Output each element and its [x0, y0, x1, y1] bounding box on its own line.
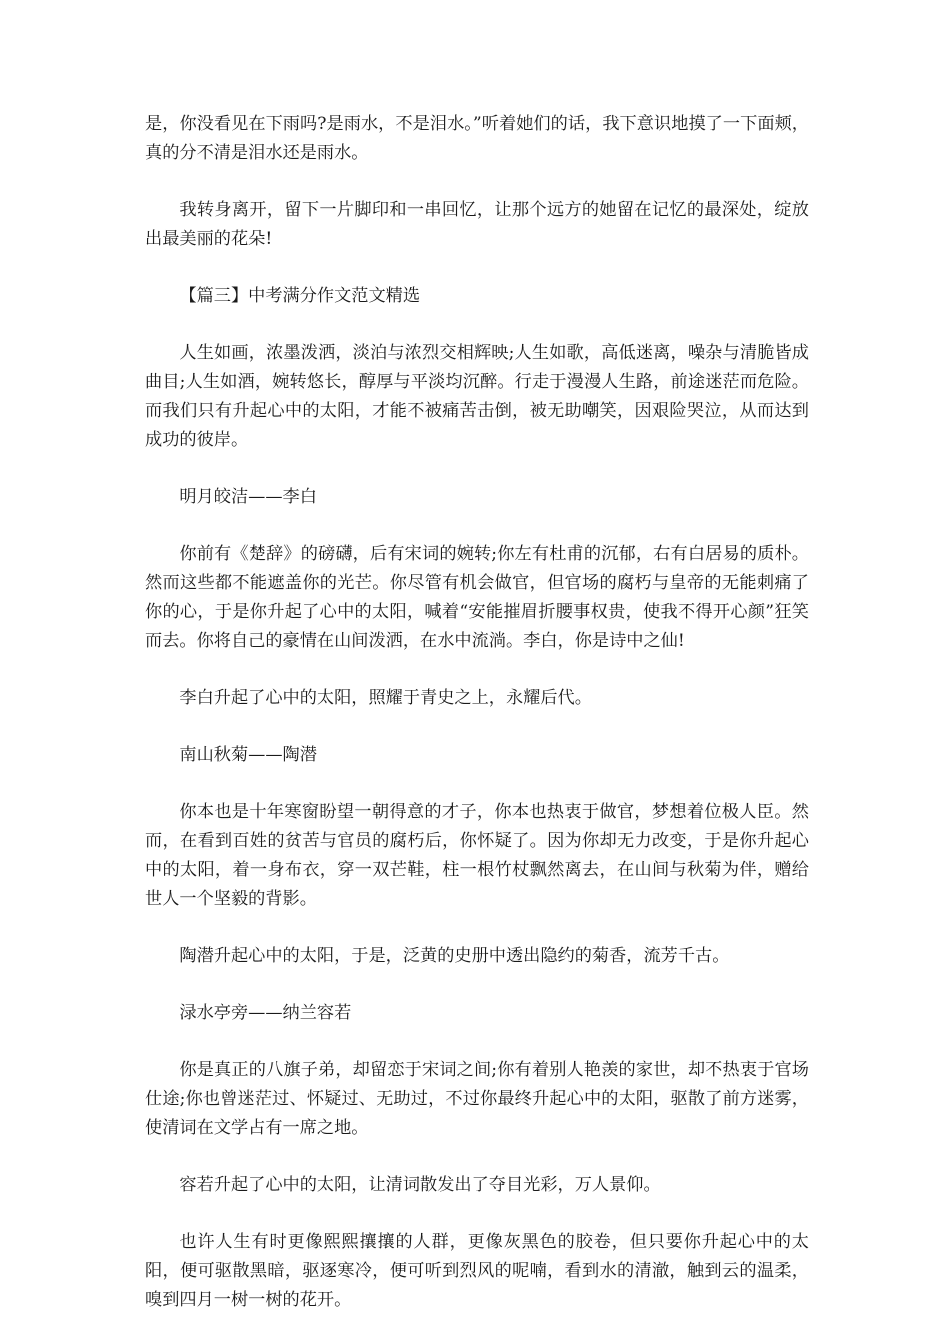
- subheading-nalan-rongruo: 渌水亭旁——纳兰容若: [179, 1003, 352, 1023]
- paragraph: 我转身离开，留下一片脚印和一串回忆，让那个远方的她留在记忆的最深处，绽放出最美丽的花朵!: [145, 200, 809, 249]
- paragraph: 你是真正的八旗子弟，却留恋于宋词之间;你有着别人艳羡的家世，却不热衷于官场仕途;你也曾迷茫过、怀疑过、无助过，不过你最终升起心中的太阳，驱散了前方迷雾，使清词在文学占有一席之地。: [145, 1060, 809, 1138]
- paragraph-continuation: 是，你没看见在下雨吗?是雨水，不是泪水。”听着她们的话，我下意识地摸了一下面颊，真的分不清是泪水还是雨水。: [145, 114, 809, 163]
- subheading-li-bai: 明月皎洁——李白: [179, 487, 317, 507]
- paragraph: 陶潜升起心中的太阳，于是，泛黄的史册中透出隐约的菊香，流芳千古。: [179, 946, 730, 966]
- paragraph: 也许人生有时更像熙熙攘攘的人群，更像灰黑色的胶卷，但只要你升起心中的太阳，便可驱散黑暗，驱逐寒冷，便可听到烈风的呢喃，看到水的清澈，触到云的温柔，嗅到四月一树一树的花开。: [145, 1232, 809, 1310]
- paragraph: 李白升起了心中的太阳，照耀于青史之上，永耀后代。: [179, 688, 592, 708]
- article-body: [145, 110, 809, 1343]
- paragraph: 容若升起了心中的太阳，让清词散发出了夺目光彩，万人景仰。: [179, 1175, 661, 1195]
- subheading-tao-qian: 南山秋菊——陶潜: [179, 745, 317, 765]
- paragraph: 你本也是十年寒窗盼望一朝得意的才子，你本也热衷于做官，梦想着位极人臣。然而，在看到百姓的贫苦与官员的腐朽后，你怀疑了。因为你却无力改变，于是你升起心中的太阳，着一身布衣，穿一双芒鞋，柱一根竹杖飘然离去，在山间与秋菊为伴，赠给世人一个坚毅的背影。: [145, 802, 809, 909]
- section-heading: 【篇三】中考满分作文范文精选: [179, 286, 421, 306]
- paragraph: 你前有《楚辞》的磅礴，后有宋词的婉转;你左有杜甫的沉郁，右有白居易的质朴。然而这些都不能遮盖你的光芒。你尽管有机会做官，但官场的腐朽与皇帝的无能刺痛了你的心，于是你升起了心中的太阳，喊着“安能摧眉折腰事权贵，使我不得开心颜”狂笑而去。你将自己的豪情在山间泼洒，在水中流淌。李白，你是诗中之仙!: [145, 544, 809, 651]
- paragraph: 人生如画，浓墨泼洒，淡泊与浓烈交相辉映;人生如歌，高低迷离，噪杂与清脆皆成曲目;人生如酒，婉转悠长，醇厚与平淡均沉醉。行走于漫漫人生路，前途迷茫而危险。而我们只有升起心中的太阳，才能不被痛苦击倒，被无助嘲笑，因艰险哭泣，从而达到成功的彼岸。: [145, 343, 809, 450]
